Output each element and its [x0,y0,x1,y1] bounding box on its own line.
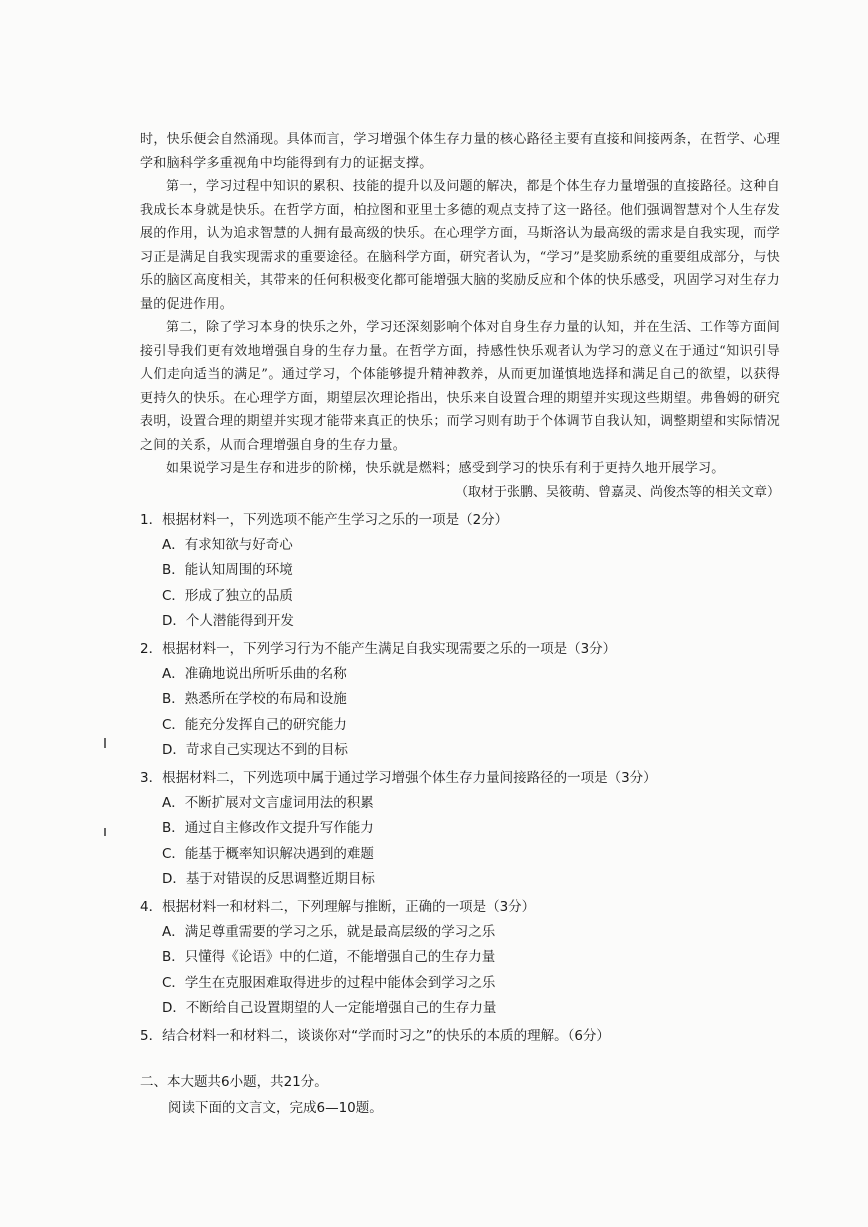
answer-option[interactable]: B．能认知周围的环境 [162,562,293,578]
answer-option[interactable]: C．学生在克服困难取得进步的过程中能体会到学习之乐 [162,974,496,991]
question-2 [140,636,780,764]
material-source: （取材于张鹏、吴筱萌、曾嘉灵、尚俊杰等的相关文章） [454,484,780,500]
answer-option[interactable]: C．形成了独立的品质 [162,587,293,604]
material-paragraph-1: 时，快乐便会自然涌现。具体而言，学习增强个体生存力量的核心路径主要有直接和间接两条，在哲学、心理学和脑科学多重视角中均能得到有力的证据支撑。 [140,132,780,171]
material-paragraph-2: 第一，学习过程中知识的累积、技能的提升以及问题的解决，都是个体生存力量增强的直接路径。这种自我成长本身就是快乐。在哲学方面，柏拉图和亚里士多德的观点支持了这一路径。他们强调智慧对个人生存发展的作用，认为追求智慧的人拥有最高级的快乐。在心理学方面，马斯洛认为最高级的需求是自我实现，而学习正是满足自我实现需求的重要途径。在脑科学方面，研究者认为，“学习”是奖励系统的重要组成部分，与快乐的脑区高度相关，其带来的任何积极变化都可能增强大脑的奖励反应和个体的快乐感受，巩固学习对生存力量的促进作用。 [140,179,780,312]
question-3 [140,765,780,893]
question-stem: 3．根据材料二，下列选项中属于通过学习增强个体生存力量间接路径的一项是（3分） [140,769,657,786]
answer-option[interactable]: C．能基于概率知识解决遇到的难题 [162,845,374,862]
answer-option[interactable]: A．有求知欲与好奇心 [162,536,293,553]
answer-option[interactable]: D．苛求自己实现达不到的目标 [162,742,348,758]
question-list [140,507,780,1049]
material-paragraph-3: 第二，除了学习本身的快乐之外，学习还深刻影响个体对自身生存力量的认知，并在生活、工作等方面间接引导我们更有效地增强自身的生存力量。在哲学方面，持感性快乐观者认为学习的意义在于通过“知识引导人们走向适当的满足”。通过学习，个体能够提升精神教养，从而更加谨慎地选择和满足自己的欲望，以获得更持久的快乐。在心理学方面，期望层次理论指出，快乐来自设置合理的期望并实现这些期望。弗鲁姆的研究表明，设置合理的期望并实现才能带来真正的快乐；而学习则有助于个体调节自我认知，调整期望和实际情况之间的关系，从而合理增强自身的生存力量。 [140,320,780,453]
question-5 [140,1023,780,1049]
answer-option[interactable]: B．熟悉所在学校的布局和设施 [162,691,347,707]
question-stem: 1．根据材料一，下列选项不能产生学习之乐的一项是（2分） [140,511,509,528]
exam-page [140,128,780,1121]
answer-option[interactable]: C．能充分发挥自己的研究能力 [162,716,347,733]
answer-option[interactable]: A．不断扩展对文言虚词用法的积累 [162,794,374,811]
answer-option[interactable]: B．通过自主修改作文提升写作能力 [162,820,374,836]
answer-option[interactable]: A．满足尊重需要的学习之乐，就是最高层级的学习之乐 [162,923,496,940]
answer-option[interactable]: A．准确地说出所听乐曲的名称 [162,665,347,682]
question-4 [140,894,780,1022]
section-2-title: 二、本大题共6小题，共21分。 [140,1073,328,1090]
answer-option[interactable]: B．只懂得《论语》中的仁道，不能增强自己的生存力量 [162,949,496,965]
answer-option[interactable]: D．不断给自己设置期望的人一定能增强自己的生存力量 [162,1000,497,1016]
question-stem: 5．结合材料一和材料二，谈谈你对“学而时习之”的快乐的本质的理解。（6分） [140,1027,610,1044]
question-stem: 4．根据材料一和材料二，下列理解与推断，正确的一项是（3分） [140,898,536,915]
answer-option[interactable]: D．基于对错误的反思调整近期目标 [162,871,375,887]
scan-edge-mark [104,738,106,748]
question-stem: 2．根据材料一，下列学习行为不能产生满足自我实现需要之乐的一项是（3分） [140,640,617,657]
material-paragraph-4: 如果说学习是生存和进步的阶梯，快乐就是燃料；感受到学习的快乐有利于更持久地开展学习。 [166,461,725,476]
section-2-instruction: 阅读下面的文言文，完成6—10题。 [168,1099,383,1116]
scan-edge-mark [104,828,106,836]
question-1 [140,507,780,635]
answer-option[interactable]: D．个人潜能得到开发 [162,613,294,629]
